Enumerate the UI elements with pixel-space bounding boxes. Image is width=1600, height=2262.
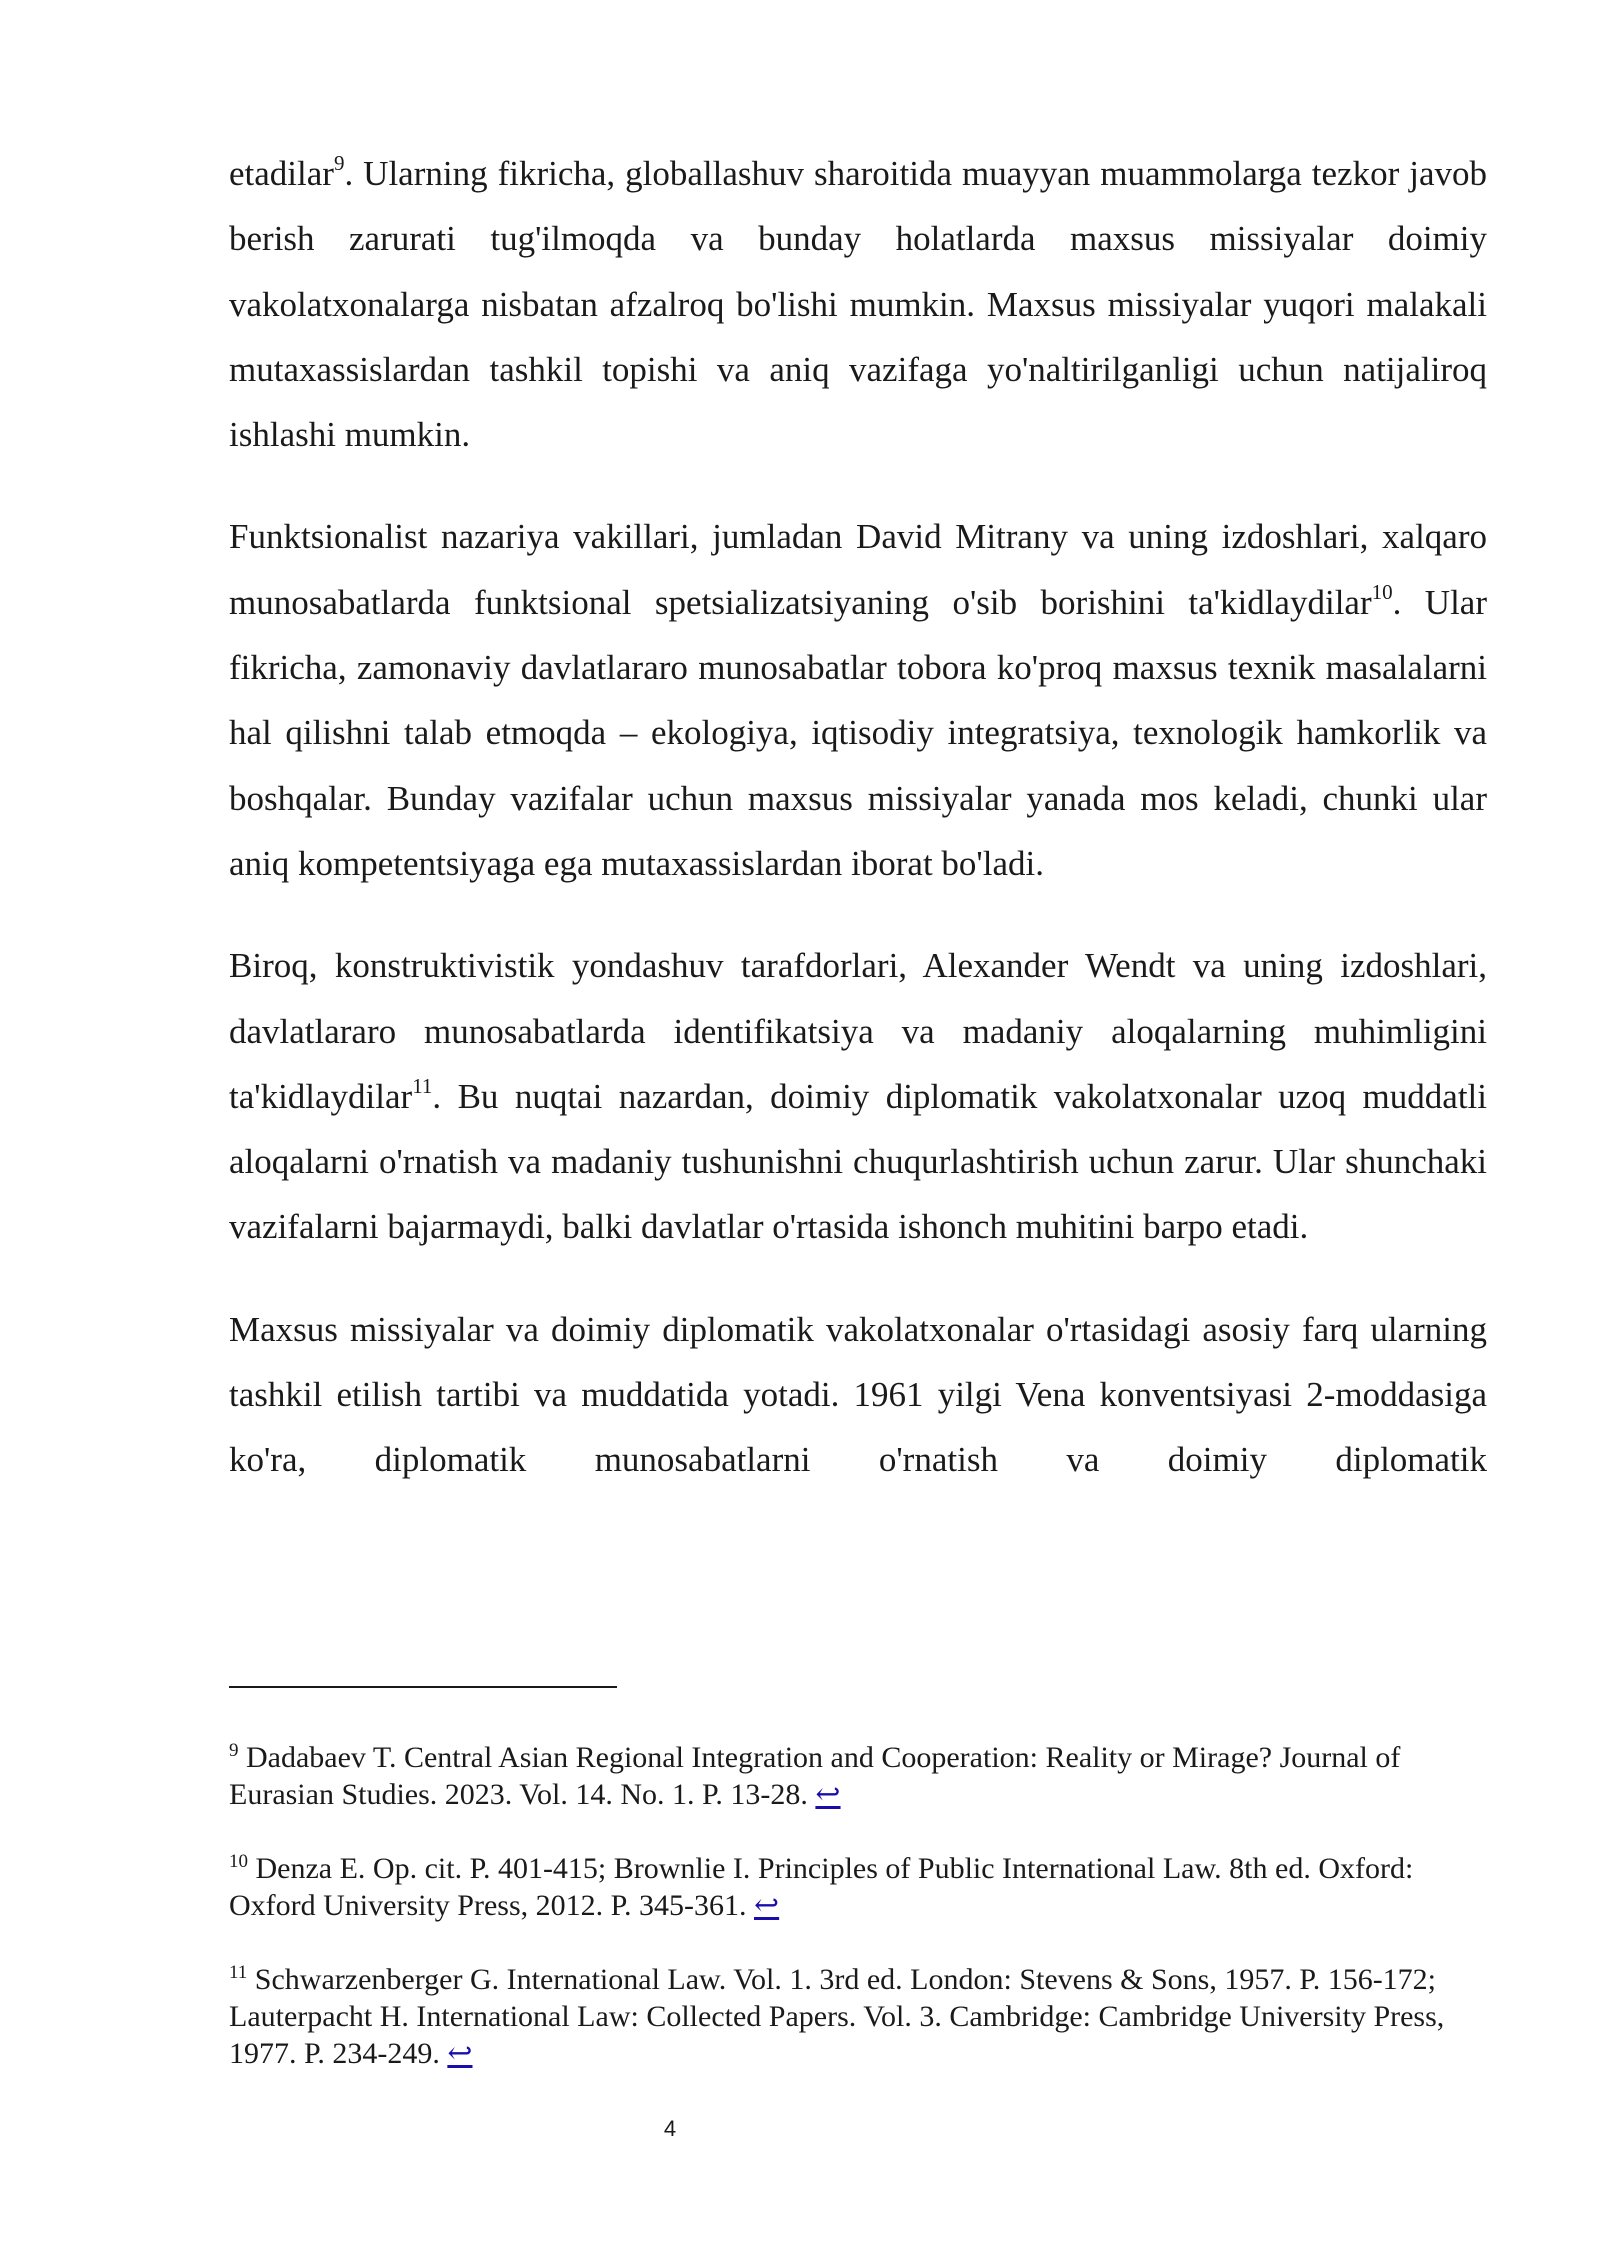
footnotes <box>229 1739 1491 2109</box>
return-arrow-icon[interactable]: ↩ <box>754 1889 780 1922</box>
page-number: 4 <box>663 2116 677 2141</box>
paragraph-text: etadilar <box>229 154 334 193</box>
paragraph-text: . Ularning fikricha, globallashuv sharoitida muayyan muammolarga tezkor javob berish zarurati tug'ilmoqda va bunday holatlarda maxsus missiyalar doimiy vakolatxonalarga nisbatan afzalroq bo'lishi mumkin. Maxsus missiyalar yuqori malakali mutaxassislardan tashkil topishi va aniq vazifaga yo'naltirilganligi uchun natijaliroq ishlashi mumkin. <box>229 154 1487 455</box>
footnote-number: 11 <box>229 1962 248 1983</box>
paragraph-text: Funktsionalist nazariya vakillari, jumladan David Mitrany va uning izdoshlari, xalqaro munosabatlarda funktsional spetsializatsiyaning o'sib borishini ta'kidlaydilar <box>229 517 1487 622</box>
footnote-11 <box>229 1961 1491 2072</box>
footnote-number: 9 <box>229 1740 239 1761</box>
footnote-number: 10 <box>229 1851 248 1872</box>
paragraph-text: . Bu nuqtai nazardan, doimiy diplomatik vakolatxonalar uzoq muddatli aloqalarni o'rnatish va madaniy tushunishni chuqurlashtirish uchun zarur. Ular shunchaki vazifalarni bajarmaydi, balki davlatlar o'rtasida ishonch muhitini barpo etadi. <box>229 1076 1487 1247</box>
footnote-ref-10[interactable]: 10 <box>1371 579 1393 604</box>
paragraph-text: Biroq, konstruktivistik yondashuv tarafdorlari, Alexander Wendt va uning izdoshlari, davlatlararo munosabatlarda identifikatsiya va madaniy aloqalarning muhimligini ta'kidlaydilar <box>229 946 1487 1116</box>
footnote-text: Dadabaev T. Central Asian Regional Integration and Cooperation: Reality or Mirage? Journal of Eurasian Studies. 2023. Vol. 14. No. 1. P. 13-28. <box>229 1741 1401 1811</box>
return-arrow-icon[interactable]: ↩ <box>815 1778 841 1811</box>
footnote-ref-11[interactable]: 11 <box>412 1073 433 1098</box>
footnote-10 <box>229 1850 1491 1924</box>
footnote-text: Schwarzenberger G. International Law. Vol. 1. 3rd ed. London: Stevens & Sons, 1957. P. 156-172; Lauterpacht H. International Law: Collected Papers. Vol. 3. Cambridge: Cambridge University Press, 1977. P. 234-249. <box>229 1963 1445 2070</box>
footnote-text: Denza E. Op. cit. P. 401-415; Brownlie I. Principles of Public International Law. 8th ed. Oxford: Oxford University Press, 2012. P. 345-361. <box>229 1852 1414 1922</box>
footnote-ref-9[interactable]: 9 <box>333 151 345 175</box>
paragraph-1 <box>229 141 1487 467</box>
paragraph-text: . Ular fikricha, zamonaviy davlatlararo munosabatlar tobora ko'proq maxsus texnik masalalarni hal qilishni talab etmoqda – ekologiya, iqtisodiy integratsiya, texnologik hamkorlik va boshqalar. Bunday vazifalar uchun maxsus missiyalar yanada mos keladi, chunki ular aniq kompetentsiyaga ega mutaxassislardan iborat bo'ladi. <box>229 582 1487 883</box>
paragraph-text: Maxsus missiyalar va doimiy diplomatik vakolatxonalar o'rtasidagi asosiy farq ularning tashkil etilish tartibi va muddatida yotadi. 1961 yilgi Vena konventsiyasi 2-moddasiga ko'ra, diplomatik munosabatlarni o'rnatish va doimiy diplomatik <box>229 1309 1487 1480</box>
paragraph-3 <box>229 933 1487 1259</box>
footnote-separator <box>229 1686 617 1688</box>
paragraph-2 <box>229 504 1487 896</box>
document-body <box>229 141 1487 1530</box>
paragraph-4 <box>229 1297 1487 1493</box>
footnote-9 <box>229 1739 1491 1813</box>
return-arrow-icon[interactable]: ↩ <box>447 2037 473 2070</box>
